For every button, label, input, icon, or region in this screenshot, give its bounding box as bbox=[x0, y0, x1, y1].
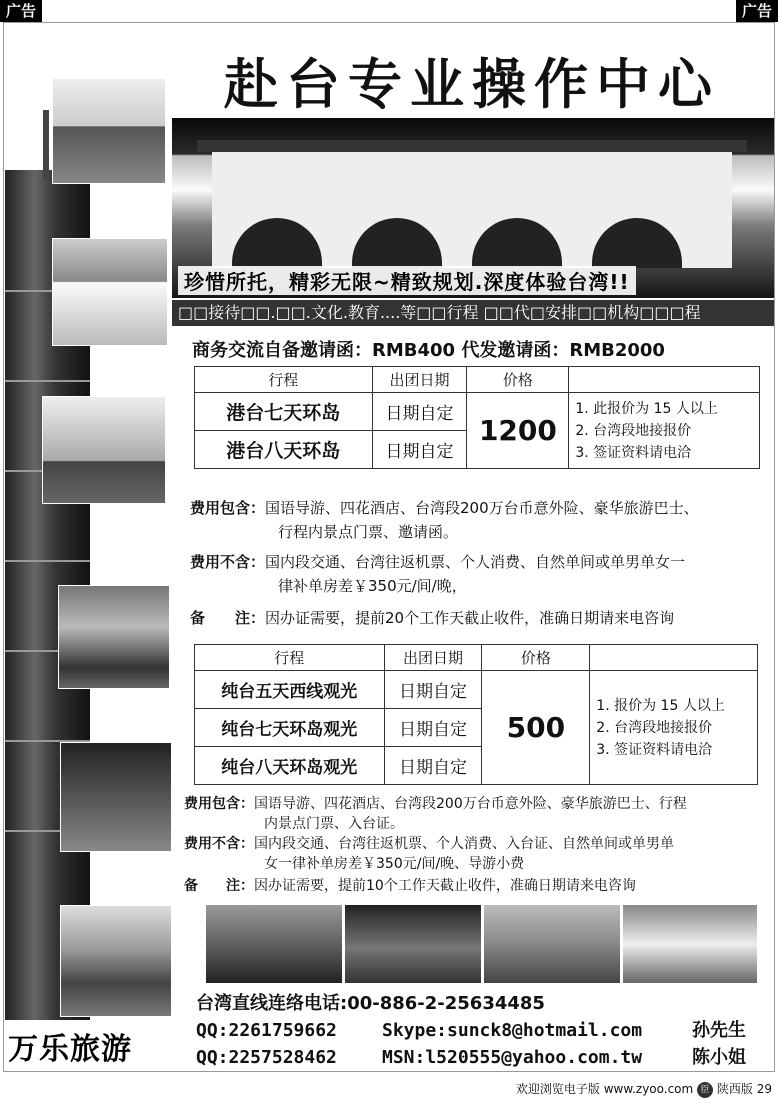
header-notes bbox=[569, 367, 760, 393]
fees2-remark bbox=[184, 876, 774, 896]
footer-text: 欢迎浏览电子版 www.zyoo.com bbox=[515, 1082, 694, 1096]
note-line: 3. 签证资料请电洽 bbox=[575, 444, 692, 461]
fee-label: 备 注： bbox=[184, 878, 254, 894]
contact-skype: Skype:sunck8@hotmail.com bbox=[382, 1020, 643, 1041]
note-line: 1. 报价为 15 人以上 bbox=[596, 697, 725, 714]
header-route: 行程 bbox=[195, 367, 373, 393]
rock-coast-photo bbox=[484, 905, 620, 983]
brand-logo: 万乐旅游 bbox=[8, 1032, 132, 1067]
date-cell: 日期自定 bbox=[384, 747, 482, 785]
fee-label: 费用不含： bbox=[184, 836, 254, 852]
fee-text: 律补单房差￥350元/间/晚， bbox=[278, 577, 467, 595]
fee-text: 行程内景点门票、邀请函。 bbox=[278, 523, 459, 541]
fee-text: 因办证需要，提前20个工作天截止收件，准确日期请来电咨询 bbox=[265, 609, 675, 627]
city-skyline-photo bbox=[345, 905, 481, 983]
footer-region: 陕西版 bbox=[716, 1082, 753, 1096]
fee-text: 因办证需要，提前10个工作天截止收件，准确日期请来电咨询 bbox=[254, 878, 636, 894]
fees1-included bbox=[190, 496, 774, 544]
date-cell: 日期自定 bbox=[372, 393, 467, 431]
fees1-excluded bbox=[190, 550, 774, 598]
taiwan-only-price-table bbox=[194, 644, 758, 785]
price-cell: 500 bbox=[482, 671, 590, 785]
note-line: 2. 台湾段地接报价 bbox=[575, 422, 692, 439]
note-line: 2. 台湾段地接报价 bbox=[596, 719, 713, 736]
pavilion-photo bbox=[52, 238, 168, 346]
contact-block bbox=[196, 990, 746, 1071]
fees2-included bbox=[184, 794, 774, 834]
fee-text: 国内段交通、台湾往返机票、个人消费、入台证、自然单间或单男单 bbox=[254, 836, 674, 852]
price-cell: 1200 bbox=[467, 393, 569, 469]
invitation-price-line: 商务交流自备邀请函：RMB400 代发邀请函：RMB2000 bbox=[192, 340, 665, 361]
ad-tag-left: 广告 bbox=[0, 0, 42, 22]
note-line: 1. 此报价为 15 人以上 bbox=[575, 400, 718, 417]
fee-text: 国语导游、四花酒店、台湾段200万台币意外险、豪华旅游巴士、 bbox=[265, 499, 699, 517]
date-cell: 日期自定 bbox=[372, 431, 467, 469]
gate-photo bbox=[623, 905, 757, 983]
notes-cell bbox=[569, 393, 760, 469]
honor-guard-photo bbox=[58, 585, 170, 689]
fee-label: 费用不含： bbox=[190, 553, 266, 571]
route-cell: 港台八天环岛 bbox=[195, 431, 373, 469]
header-route: 行程 bbox=[195, 645, 385, 671]
fee-text: 内景点门票、入台证。 bbox=[264, 816, 404, 832]
fee-label: 备 注： bbox=[190, 609, 266, 627]
date-cell: 日期自定 bbox=[384, 709, 482, 747]
contact-name: 陈小姐 bbox=[692, 1047, 746, 1068]
table-row bbox=[195, 393, 760, 431]
night-market-photo bbox=[60, 742, 172, 852]
fees2-excluded bbox=[184, 834, 774, 874]
contact-phone: 台湾直线连络电话:00-886-2-25634485 bbox=[196, 993, 545, 1014]
memorial-hall-photo bbox=[52, 78, 166, 184]
ad-tag-right: 广告 bbox=[736, 0, 778, 22]
contact-name: 孙先生 bbox=[692, 1020, 746, 1041]
header-price: 价格 bbox=[482, 645, 590, 671]
fee-label: 费用包含： bbox=[184, 796, 254, 812]
hero-caption: 珍惜所托，精彩无限~精致规划.深度体验台湾!! bbox=[178, 266, 636, 295]
route-cell: 纯台七天环岛观光 bbox=[195, 709, 385, 747]
fee-text: 国内段交通、台湾往返机票、个人消费、自然单间或单男单女一 bbox=[265, 553, 686, 571]
header-date: 出团日期 bbox=[372, 367, 467, 393]
fee-text: 国语导游、四花酒店、台湾段200万台币意外险、豪华旅游巴士、行程 bbox=[254, 796, 687, 812]
table-row bbox=[195, 671, 758, 709]
page-number: 29 bbox=[756, 1082, 772, 1096]
contact-msn: MSN:l520555@yahoo.com.tw bbox=[382, 1047, 643, 1068]
services-band: □□接待□□.□□.文化.教育....等□□行程 □□代□安排□□机构□□□程 bbox=[172, 300, 774, 326]
route-cell: 纯台五天西线观光 bbox=[195, 671, 385, 709]
route-cell: 纯台八天环岛观光 bbox=[195, 747, 385, 785]
hk-taiwan-price-table bbox=[194, 366, 760, 469]
publisher-logo-icon: 臣 bbox=[697, 1082, 713, 1098]
fee-label: 费用包含： bbox=[190, 499, 266, 517]
date-cell: 日期自定 bbox=[384, 671, 482, 709]
contact-qq: QQ:2257528462 bbox=[196, 1047, 337, 1068]
harbor-ship-photo bbox=[42, 396, 166, 504]
header-price: 价格 bbox=[467, 367, 569, 393]
page-title: 赴台专业操作中心 bbox=[224, 52, 720, 116]
header-date: 出团日期 bbox=[384, 645, 482, 671]
sun-moon-lake-photo bbox=[60, 905, 172, 1017]
notes-cell bbox=[590, 671, 758, 785]
fee-text: 女一律补单房差￥350元/间/晚、导游小费 bbox=[264, 856, 525, 872]
contact-qq: QQ:2261759662 bbox=[196, 1020, 337, 1041]
fees1-remark bbox=[190, 606, 774, 630]
coast-photo bbox=[206, 905, 342, 983]
route-cell: 港台七天环岛 bbox=[195, 393, 373, 431]
page-footer bbox=[516, 1080, 772, 1098]
note-line: 3. 签证资料请电洽 bbox=[596, 741, 713, 758]
header-notes bbox=[590, 645, 758, 671]
